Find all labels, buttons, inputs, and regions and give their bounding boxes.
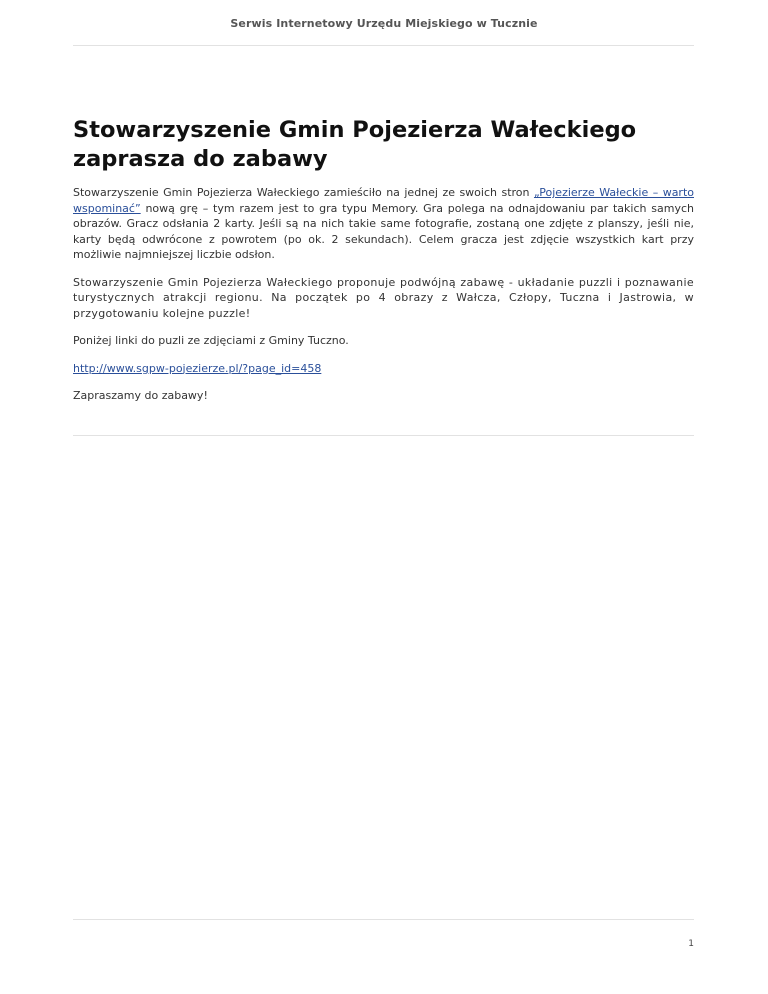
pojezierze-walekie-link[interactable]: „Pojezierze Wałeckie – warto wspominać” <box>73 186 694 215</box>
paragraph-memory-game <box>73 185 694 263</box>
paragraph-links-intro: Poniżej linki do puzli ze zdjęciami z Gminy Tuczno. <box>73 334 349 347</box>
footer-divider <box>73 919 694 920</box>
paragraph-puzzle: Stowarzyszenie Gmin Pojezierza Wałeckiego proponuje podwójną zabawę - układanie puzzli i poznawanie turystycznych atrakcji regionu. Na początek po 4 obrazy z Wałcza, Człopy, Tuczna i Jastrowia, w przygotowaniu kolejne puzzle! <box>73 275 694 320</box>
paragraph1-rest: nową grę – tym razem jest to gra typu Memory. Gra polega na odnajdowaniu par takich samych obrazów. Gracz odsłania 2 karty. Jeśli są na nich takie same fotografie, zostaną one zdjęte z planszy, jeśli nie, karty będą odwrócone z powrotem (po ok. 2 sekundach). Celem gracza jest zdjęcie wszystkich kart przy możliwie najmniejszej liczbie odsłon. <box>73 201 694 261</box>
article-body <box>73 185 694 416</box>
closing-text: Zapraszamy do zabawy! <box>73 389 208 402</box>
paragraph1-intro: Stowarzyszenie Gmin Pojezierza Wałeckiego zamieściło na jednej ze swoich stron <box>73 186 534 199</box>
header-divider <box>73 45 694 46</box>
sgpw-puzzle-link[interactable]: http://www.sgpw-pojezierze.pl/?page_id=458 <box>73 361 322 375</box>
content-divider <box>73 435 694 436</box>
page-number: 1 <box>688 939 694 949</box>
site-header-title: Serwis Internetowy Urzędu Miejskiego w Tucznie <box>230 17 538 30</box>
article-title: Stowarzyszenie Gmin Pojezierza Wałeckiego zaprasza do zabawy <box>73 117 637 172</box>
url-paragraph <box>73 361 694 377</box>
